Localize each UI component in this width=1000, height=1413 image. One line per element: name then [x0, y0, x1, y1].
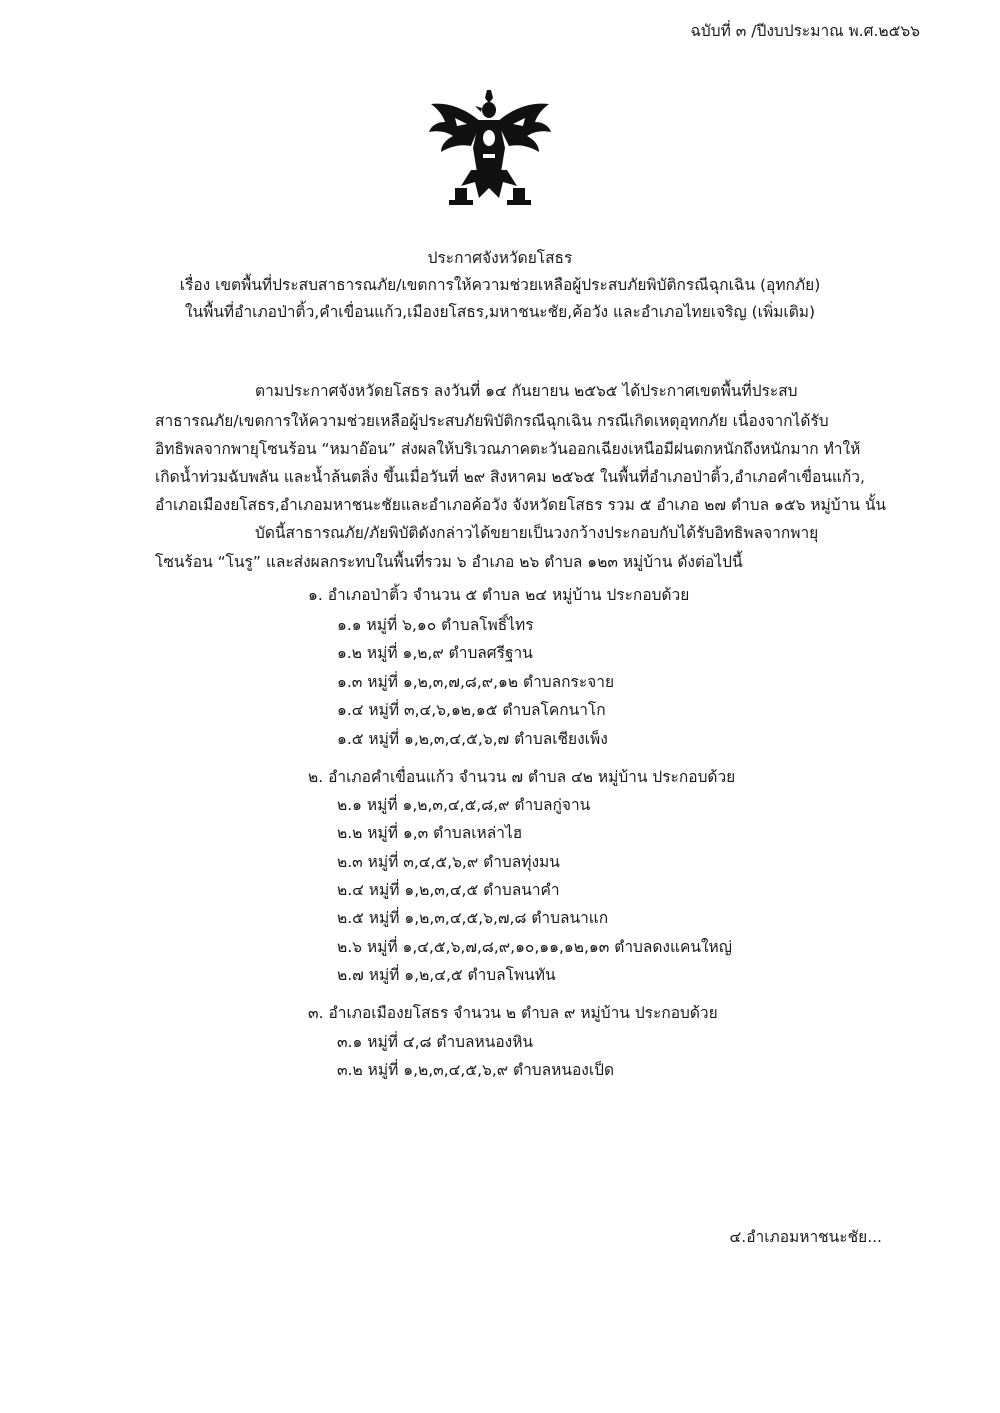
paragraph-line: เกิดน้ำท่วมฉับพลัน และน้ำล้นตลิ่ง ขึ้นเมื่อวันที่ ๒๙ สิงหาคม ๒๕๖๕ ในพื้นที่อำเภอป่าติ้ว,อำเภอคำเขื่อนแก้ว, — [155, 468, 865, 486]
garuda-emblem-icon — [425, 88, 555, 213]
subdistrict-item: ๒.๑ หมู่ที่ ๑,๒,๓,๔,๕,๘,๙ ตำบลกู่จาน — [337, 796, 591, 814]
paragraph-line: สาธารณภัย/เขตการให้ความช่วยเหลือผู้ประสบภัยพิบัติกรณีฉุกเฉิน กรณีเกิดเหตุอุทกภัย เนื่องจากได้รับ — [155, 412, 829, 430]
paragraph-line: บัดนี้สาธารณภัย/ภัยพิบัติดังกล่าวได้ขยายเป็นวงกว้างประกอบกับได้รับอิทธิพลจากพายุ — [255, 524, 819, 542]
subdistrict-item: ๒.๗ หมู่ที่ ๑,๒,๔,๕ ตำบลโพนทัน — [337, 966, 556, 984]
district-heading: ๑. อำเภอป่าติ้ว จำนวน ๕ ตำบล ๒๔ หมู่บ้าน ประกอบด้วย — [308, 586, 690, 604]
paragraph-line: ตามประกาศจังหวัดยโสธร ลงวันที่ ๑๔ กันยายน ๒๕๖๕ ได้ประกาศเขตพื้นที่ประสบ — [255, 382, 798, 400]
subdistrict-item: ๑.๕ หมู่ที่ ๑,๒,๓,๔,๕,๖,๗ ตำบลเชียงเพ็ง — [337, 730, 608, 748]
subdistrict-item: ๓.๑ หมู่ที่ ๔,๘ ตำบลหนองหิน — [337, 1033, 534, 1051]
subdistrict-item: ๑.๓ หมู่ที่ ๑,๒,๓,๗,๘,๙,๑๒ ตำบลกระจาย — [337, 673, 615, 691]
announcement-title: ประกาศจังหวัดยโสธร — [427, 249, 573, 267]
subdistrict-item: ๑.๔ หมู่ที่ ๓,๔,๖,๑๒,๑๕ ตำบลโคกนาโก — [337, 701, 606, 719]
subdistrict-item: ๓.๒ หมู่ที่ ๑,๒,๓,๔,๕,๖,๙ ตำบลหนองเป็ด — [337, 1061, 615, 1079]
district-heading: ๓. อำเภอเมืองยโสธร จำนวน ๒ ตำบล ๙ หมู่บ้าน ประกอบด้วย — [308, 1004, 718, 1022]
announcement-subject: เรื่อง เขตพื้นที่ประสบสาธารณภัย/เขตการให้ความช่วยเหลือผู้ประสบภัยพิบัติกรณีฉุกเฉิน (อุทกภัย) — [179, 276, 821, 294]
subdistrict-item: ๒.๒ หมู่ที่ ๑,๓ ตำบลเหล่าไฮ — [337, 824, 523, 842]
district-heading: ๒. อำเภอคำเขื่อนแก้ว จำนวน ๗ ตำบล ๔๒ หมู่บ้าน ประกอบด้วย — [308, 768, 736, 786]
subdistrict-item: ๒.๔ หมู่ที่ ๑,๒,๓,๔,๕ ตำบลนาคำ — [337, 881, 560, 899]
paragraph-line: โซนร้อน “โนรู” และส่งผลกระทบในพื้นที่รวม ๖ อำเภอ ๒๖ ตำบล ๑๒๓ หมู่บ้าน ดังต่อไปนี้ — [155, 553, 743, 571]
announcement-area: ในพื้นที่อำเภอป่าติ้ว,คำเขื่อนแก้ว,เมืองยโสธร,มหาชนะชัย,ค้อวัง และอำเภอไทยเจริญ (เพิ่มเติม) — [184, 303, 816, 321]
subdistrict-item: ๒.๖ หมู่ที่ ๑,๔,๕,๖,๗,๘,๙,๑๐,๑๑,๑๒,๑๓ ตำบลดงแคนใหญ่ — [337, 938, 732, 956]
continued-marker: ๔.อำเภอมหาชนะชัย... — [729, 1228, 882, 1246]
paragraph-line: อิทธิพลจากพายุโซนร้อน “หมาอ๊อน” ส่งผลให้บริเวณภาคตะวันออกเฉียงเหนือมีฝนตกหนักถึงหนักมาก ทำให้ — [155, 440, 861, 458]
subdistrict-item: ๒.๕ หมู่ที่ ๑,๒,๓,๔,๕,๖,๗,๘ ตำบลนาแก — [337, 909, 609, 927]
subdistrict-item: ๒.๓ หมู่ที่ ๓,๔,๕,๖,๙ ตำบลทุ่งมน — [337, 853, 560, 871]
subdistrict-item: ๑.๒ หมู่ที่ ๑,๒,๙ ตำบลศรีฐาน — [337, 644, 533, 662]
issue-number: ฉบับที่ ๓ /ปีงบประมาณ พ.ศ.๒๕๖๖ — [690, 22, 920, 40]
paragraph-line: อำเภอเมืองยโสธร,อำเภอมหาชนะชัยและอำเภอค้อวัง จังหวัดยโสธร รวม ๕ อำเภอ ๒๗ ตำบล ๑๕๖ หมู่บ้าน นั้น — [155, 496, 887, 514]
subdistrict-item: ๑.๑ หมู่ที่ ๖,๑๐ ตำบลโพธิ์ไทร — [337, 616, 534, 634]
